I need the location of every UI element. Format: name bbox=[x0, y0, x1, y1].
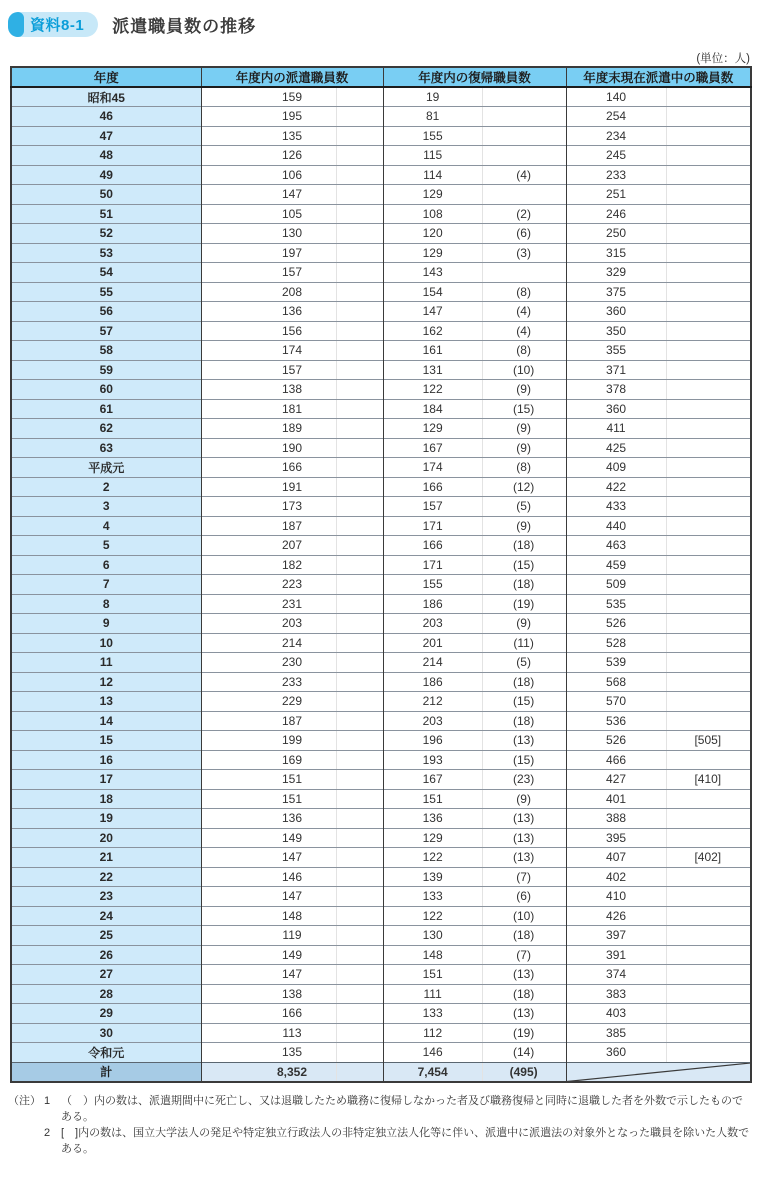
table-row bbox=[11, 536, 751, 556]
dispatched-cell: 138 bbox=[201, 380, 383, 400]
year-cell: 26 bbox=[11, 945, 201, 965]
dispatched-cell: 190 bbox=[201, 438, 383, 458]
total-row bbox=[11, 1062, 751, 1082]
current-cell: 539 bbox=[566, 653, 751, 673]
returned-cell: 146 (14) bbox=[383, 1043, 566, 1063]
returned-cell: 133 (6) bbox=[383, 887, 566, 907]
year-cell: 5 bbox=[11, 536, 201, 556]
dispatched-cell: 119 bbox=[201, 926, 383, 946]
year-cell: 54 bbox=[11, 263, 201, 283]
dispatched-cell: 173 bbox=[201, 497, 383, 517]
current-cell: 385 bbox=[566, 1023, 751, 1043]
returned-cell: 166 (18) bbox=[383, 536, 566, 556]
returned-cell: 148 (7) bbox=[383, 945, 566, 965]
table-row bbox=[11, 575, 751, 595]
current-cell: 250 bbox=[566, 224, 751, 244]
current-cell: 391 bbox=[566, 945, 751, 965]
table-row bbox=[11, 984, 751, 1004]
current-cell: 526 [505] bbox=[566, 731, 751, 751]
year-cell: 50 bbox=[11, 185, 201, 205]
table-row bbox=[11, 107, 751, 127]
year-cell: 24 bbox=[11, 906, 201, 926]
dispatched-cell: 203 bbox=[201, 614, 383, 634]
table-row bbox=[11, 887, 751, 907]
dispatched-cell: 106 bbox=[201, 165, 383, 185]
current-cell: 233 bbox=[566, 165, 751, 185]
dispatched-cell: 230 bbox=[201, 653, 383, 673]
year-cell: 19 bbox=[11, 809, 201, 829]
table-row bbox=[11, 458, 751, 478]
returned-cell: 139 (7) bbox=[383, 867, 566, 887]
year-cell: 48 bbox=[11, 146, 201, 166]
year-cell: 13 bbox=[11, 692, 201, 712]
table-foot bbox=[11, 1062, 751, 1082]
returned-cell: 203 (18) bbox=[383, 711, 566, 731]
current-cell: 459 bbox=[566, 555, 751, 575]
table-row bbox=[11, 809, 751, 829]
current-cell: 411 bbox=[566, 419, 751, 439]
current-cell: 245 bbox=[566, 146, 751, 166]
returned-cell: 171 (9) bbox=[383, 516, 566, 536]
returned-cell: 129 (13) bbox=[383, 828, 566, 848]
year-cell: 29 bbox=[11, 1004, 201, 1024]
table-row bbox=[11, 692, 751, 712]
note-prefix-spacer bbox=[8, 1126, 44, 1158]
table-row bbox=[11, 438, 751, 458]
returned-cell: 174 (8) bbox=[383, 458, 566, 478]
current-cell: 395 bbox=[566, 828, 751, 848]
table-row bbox=[11, 711, 751, 731]
dispatched-cell: 197 bbox=[201, 243, 383, 263]
current-cell: 374 bbox=[566, 965, 751, 985]
returned-cell: 167 (9) bbox=[383, 438, 566, 458]
table-row bbox=[11, 165, 751, 185]
returned-cell: 120 (6) bbox=[383, 224, 566, 244]
year-cell: 61 bbox=[11, 399, 201, 419]
table-row bbox=[11, 399, 751, 419]
unit-label: (単位：人) bbox=[696, 53, 750, 65]
note-prefix: （注） bbox=[8, 1095, 41, 1107]
year-cell: 63 bbox=[11, 438, 201, 458]
year-cell: 4 bbox=[11, 516, 201, 536]
table-row bbox=[11, 633, 751, 653]
current-cell: 536 bbox=[566, 711, 751, 731]
diagonal-line-icon bbox=[567, 1063, 751, 1082]
table-row bbox=[11, 1043, 751, 1063]
table-row bbox=[11, 848, 751, 868]
table-row bbox=[11, 906, 751, 926]
current-cell: 509 bbox=[566, 575, 751, 595]
year-cell: 16 bbox=[11, 750, 201, 770]
year-cell: 51 bbox=[11, 204, 201, 224]
total-returned-note: (495) bbox=[509, 1064, 538, 1079]
current-cell: 403 bbox=[566, 1004, 751, 1024]
year-cell: 11 bbox=[11, 653, 201, 673]
dispatched-cell: 223 bbox=[201, 575, 383, 595]
current-cell: 388 bbox=[566, 809, 751, 829]
dispatched-cell: 157 bbox=[201, 263, 383, 283]
table-row bbox=[11, 204, 751, 224]
returned-cell: 151 (9) bbox=[383, 789, 566, 809]
current-cell: 360 bbox=[566, 399, 751, 419]
note-1-number: 1 bbox=[44, 1095, 51, 1107]
year-cell: 52 bbox=[11, 224, 201, 244]
dispatched-cell: 147 bbox=[201, 887, 383, 907]
current-cell: 433 bbox=[566, 497, 751, 517]
returned-cell: 184 (15) bbox=[383, 399, 566, 419]
table-row bbox=[11, 360, 751, 380]
current-cell: 407 [402] bbox=[566, 848, 751, 868]
year-cell: 60 bbox=[11, 380, 201, 400]
year-cell: 22 bbox=[11, 867, 201, 887]
year-cell: 47 bbox=[11, 126, 201, 146]
badge-label: 資料8-1 bbox=[30, 17, 85, 34]
total-dispatched-cell bbox=[201, 1062, 383, 1082]
dispatched-cell: 113 bbox=[201, 1023, 383, 1043]
current-cell: 422 bbox=[566, 477, 751, 497]
year-cell: 8 bbox=[11, 594, 201, 614]
year-cell: 10 bbox=[11, 633, 201, 653]
dispatched-cell: 147 bbox=[201, 965, 383, 985]
dispatched-cell: 135 bbox=[201, 1043, 383, 1063]
current-cell: 254 bbox=[566, 107, 751, 127]
current-cell: 526 bbox=[566, 614, 751, 634]
year-cell: 昭和45 bbox=[11, 87, 201, 107]
notes bbox=[8, 1094, 750, 1158]
table-row bbox=[11, 146, 751, 166]
table-row bbox=[11, 419, 751, 439]
current-cell: 402 bbox=[566, 867, 751, 887]
dispatched-cell: 136 bbox=[201, 809, 383, 829]
dispatched-cell: 149 bbox=[201, 828, 383, 848]
dispatched-cell: 231 bbox=[201, 594, 383, 614]
dispatched-cell: 151 bbox=[201, 789, 383, 809]
table-row bbox=[11, 516, 751, 536]
returned-cell: 154 (8) bbox=[383, 282, 566, 302]
current-cell: 568 bbox=[566, 672, 751, 692]
current-cell: 463 bbox=[566, 536, 751, 556]
current-cell: 410 bbox=[566, 887, 751, 907]
table-row bbox=[11, 867, 751, 887]
header-row bbox=[11, 67, 751, 87]
current-cell: 378 bbox=[566, 380, 751, 400]
returned-cell: 129 (9) bbox=[383, 419, 566, 439]
dispatched-cell: 229 bbox=[201, 692, 383, 712]
returned-cell: 157 (5) bbox=[383, 497, 566, 517]
dispatched-cell: 187 bbox=[201, 516, 383, 536]
note-line-1 bbox=[8, 1094, 750, 1126]
year-cell: 23 bbox=[11, 887, 201, 907]
returned-cell: 162 (4) bbox=[383, 321, 566, 341]
year-cell: 14 bbox=[11, 711, 201, 731]
note-2-text: [ ]内の数は、国立大学法人の発足や特定独立行政法人の非特定独立法人化等に伴い、派遣中に派遣法の対象外となった職員を除いた人数である。 bbox=[61, 1126, 750, 1155]
material-badge bbox=[8, 12, 98, 37]
year-cell: 55 bbox=[11, 282, 201, 302]
year-cell: 49 bbox=[11, 165, 201, 185]
col-header-current: 年度末現在派遣中の職員数 bbox=[566, 67, 751, 87]
staff-dispatch-table bbox=[10, 66, 752, 1083]
dispatched-cell: 169 bbox=[201, 750, 383, 770]
dispatched-cell: 151 bbox=[201, 770, 383, 790]
year-cell: 62 bbox=[11, 419, 201, 439]
current-cell: 234 bbox=[566, 126, 751, 146]
col-header-year: 年度 bbox=[11, 67, 201, 87]
dispatched-cell: 138 bbox=[201, 984, 383, 1004]
current-cell: 251 bbox=[566, 185, 751, 205]
table-row bbox=[11, 321, 751, 341]
header bbox=[8, 12, 760, 37]
returned-cell: 81 bbox=[383, 107, 566, 127]
total-returned-value: 7,454 bbox=[417, 1064, 448, 1079]
returned-cell: 122 (13) bbox=[383, 848, 566, 868]
dispatched-cell: 182 bbox=[201, 555, 383, 575]
dispatched-cell: 130 bbox=[201, 224, 383, 244]
table-row bbox=[11, 302, 751, 322]
dispatched-cell: 147 bbox=[201, 185, 383, 205]
current-cell: 315 bbox=[566, 243, 751, 263]
table-row bbox=[11, 965, 751, 985]
dispatched-cell: 156 bbox=[201, 321, 383, 341]
returned-cell: 196 (13) bbox=[383, 731, 566, 751]
current-cell: 528 bbox=[566, 633, 751, 653]
returned-cell: 130 (18) bbox=[383, 926, 566, 946]
year-cell: 2 bbox=[11, 477, 201, 497]
returned-cell: 155 (18) bbox=[383, 575, 566, 595]
dispatched-cell: 149 bbox=[201, 945, 383, 965]
dispatched-cell: 126 bbox=[201, 146, 383, 166]
note-line-2 bbox=[8, 1126, 750, 1158]
returned-cell: 167 (23) bbox=[383, 770, 566, 790]
current-cell: 401 bbox=[566, 789, 751, 809]
table-row bbox=[11, 750, 751, 770]
table-row bbox=[11, 224, 751, 244]
table-row bbox=[11, 828, 751, 848]
dispatched-cell: 166 bbox=[201, 1004, 383, 1024]
current-cell: 409 bbox=[566, 458, 751, 478]
current-cell: 570 bbox=[566, 692, 751, 712]
current-cell: 360 bbox=[566, 302, 751, 322]
dispatched-cell: 148 bbox=[201, 906, 383, 926]
table-row bbox=[11, 770, 751, 790]
table-row bbox=[11, 282, 751, 302]
returned-cell: 166 (12) bbox=[383, 477, 566, 497]
year-cell: 15 bbox=[11, 731, 201, 751]
year-cell: 21 bbox=[11, 848, 201, 868]
current-cell: 371 bbox=[566, 360, 751, 380]
table-row bbox=[11, 926, 751, 946]
year-cell: 28 bbox=[11, 984, 201, 1004]
returned-cell: 136 (13) bbox=[383, 809, 566, 829]
returned-cell: 201 (11) bbox=[383, 633, 566, 653]
total-label: 計 bbox=[11, 1062, 201, 1082]
total-returned-cell bbox=[383, 1062, 566, 1082]
year-cell: 46 bbox=[11, 107, 201, 127]
current-cell: 375 bbox=[566, 282, 751, 302]
returned-cell: 161 (8) bbox=[383, 341, 566, 361]
year-cell: 18 bbox=[11, 789, 201, 809]
returned-cell: 171 (15) bbox=[383, 555, 566, 575]
table-row bbox=[11, 341, 751, 361]
table-row bbox=[11, 87, 751, 107]
returned-cell: 151 (13) bbox=[383, 965, 566, 985]
dispatched-cell: 187 bbox=[201, 711, 383, 731]
dispatched-cell: 147 bbox=[201, 848, 383, 868]
dispatched-cell: 174 bbox=[201, 341, 383, 361]
returned-cell: 122 (9) bbox=[383, 380, 566, 400]
current-cell: 350 bbox=[566, 321, 751, 341]
dispatched-cell: 233 bbox=[201, 672, 383, 692]
table-head bbox=[11, 67, 751, 87]
badge-cap-icon bbox=[8, 12, 24, 37]
current-cell: 425 bbox=[566, 438, 751, 458]
col-header-dispatched: 年度内の派遣職員数 bbox=[201, 67, 383, 87]
year-cell: 令和元 bbox=[11, 1043, 201, 1063]
dispatched-cell: 105 bbox=[201, 204, 383, 224]
current-cell: 246 bbox=[566, 204, 751, 224]
year-cell: 53 bbox=[11, 243, 201, 263]
table-row bbox=[11, 789, 751, 809]
dispatched-cell: 191 bbox=[201, 477, 383, 497]
dispatched-cell: 136 bbox=[201, 302, 383, 322]
note-1-text: （ ）内の数は、派遣期間中に死亡し、又は退職したため職務に復帰しなかった者及び職務復帰と同時に退職した者を外数で示したものである。 bbox=[61, 1095, 743, 1123]
current-cell: 440 bbox=[566, 516, 751, 536]
year-cell: 58 bbox=[11, 341, 201, 361]
returned-cell: 115 bbox=[383, 146, 566, 166]
current-cell: 360 bbox=[566, 1043, 751, 1063]
table-row bbox=[11, 243, 751, 263]
returned-cell: 212 (15) bbox=[383, 692, 566, 712]
table-row bbox=[11, 653, 751, 673]
current-cell: 329 bbox=[566, 263, 751, 283]
dispatched-cell: 157 bbox=[201, 360, 383, 380]
table-row bbox=[11, 672, 751, 692]
returned-cell: 122 (10) bbox=[383, 906, 566, 926]
returned-cell: 133 (13) bbox=[383, 1004, 566, 1024]
dispatched-cell: 195 bbox=[201, 107, 383, 127]
table-row bbox=[11, 1023, 751, 1043]
year-cell: 27 bbox=[11, 965, 201, 985]
table-body bbox=[11, 87, 751, 1062]
returned-cell: 147 (4) bbox=[383, 302, 566, 322]
returned-cell: 203 (9) bbox=[383, 614, 566, 634]
year-cell: 57 bbox=[11, 321, 201, 341]
dispatched-cell: 166 bbox=[201, 458, 383, 478]
returned-cell: 19 bbox=[383, 87, 566, 107]
returned-cell: 214 (5) bbox=[383, 653, 566, 673]
dispatched-cell: 199 bbox=[201, 731, 383, 751]
table-row bbox=[11, 380, 751, 400]
returned-cell: 112 (19) bbox=[383, 1023, 566, 1043]
year-cell: 17 bbox=[11, 770, 201, 790]
returned-cell: 129 (3) bbox=[383, 243, 566, 263]
total-dispatched-value: 8,352 bbox=[276, 1064, 308, 1079]
year-cell: 9 bbox=[11, 614, 201, 634]
table-row bbox=[11, 945, 751, 965]
current-cell: 426 bbox=[566, 906, 751, 926]
current-cell: 383 bbox=[566, 984, 751, 1004]
year-cell: 59 bbox=[11, 360, 201, 380]
dispatched-cell: 207 bbox=[201, 536, 383, 556]
note-2-number: 2 bbox=[44, 1126, 51, 1139]
returned-cell: 131 (10) bbox=[383, 360, 566, 380]
year-cell: 12 bbox=[11, 672, 201, 692]
returned-cell: 143 bbox=[383, 263, 566, 283]
year-cell: 20 bbox=[11, 828, 201, 848]
dispatched-cell: 208 bbox=[201, 282, 383, 302]
returned-cell: 186 (18) bbox=[383, 672, 566, 692]
table-row bbox=[11, 497, 751, 517]
dispatched-cell: 189 bbox=[201, 419, 383, 439]
dispatched-cell: 214 bbox=[201, 633, 383, 653]
current-cell: 535 bbox=[566, 594, 751, 614]
dispatched-cell: 181 bbox=[201, 399, 383, 419]
returned-cell: 193 (15) bbox=[383, 750, 566, 770]
table-row bbox=[11, 594, 751, 614]
table-row bbox=[11, 126, 751, 146]
current-cell: 427 [410] bbox=[566, 770, 751, 790]
year-cell: 30 bbox=[11, 1023, 201, 1043]
col-header-returned: 年度内の復帰職員数 bbox=[383, 67, 566, 87]
year-cell: 25 bbox=[11, 926, 201, 946]
dispatched-cell: 135 bbox=[201, 126, 383, 146]
table-row bbox=[11, 263, 751, 283]
returned-cell: 108 (2) bbox=[383, 204, 566, 224]
dispatched-cell: 146 bbox=[201, 867, 383, 887]
year-cell: 6 bbox=[11, 555, 201, 575]
year-cell: 3 bbox=[11, 497, 201, 517]
table-row bbox=[11, 731, 751, 751]
returned-cell: 111 (18) bbox=[383, 984, 566, 1004]
table-row bbox=[11, 1004, 751, 1024]
current-cell: 466 bbox=[566, 750, 751, 770]
current-cell: 397 bbox=[566, 926, 751, 946]
total-current-cell-diagonal bbox=[566, 1062, 751, 1082]
year-cell: 平成元 bbox=[11, 458, 201, 478]
year-cell: 7 bbox=[11, 575, 201, 595]
table-row bbox=[11, 614, 751, 634]
table-row bbox=[11, 477, 751, 497]
dispatched-cell: 159 bbox=[201, 87, 383, 107]
year-cell: 56 bbox=[11, 302, 201, 322]
returned-cell: 186 (19) bbox=[383, 594, 566, 614]
returned-cell: 114 (4) bbox=[383, 165, 566, 185]
page-title: 派遣職員数の推移 bbox=[112, 17, 257, 36]
returned-cell: 129 bbox=[383, 185, 566, 205]
returned-cell: 155 bbox=[383, 126, 566, 146]
table-row bbox=[11, 185, 751, 205]
current-cell: 140 bbox=[566, 87, 751, 107]
current-cell: 355 bbox=[566, 341, 751, 361]
table-row bbox=[11, 555, 751, 575]
